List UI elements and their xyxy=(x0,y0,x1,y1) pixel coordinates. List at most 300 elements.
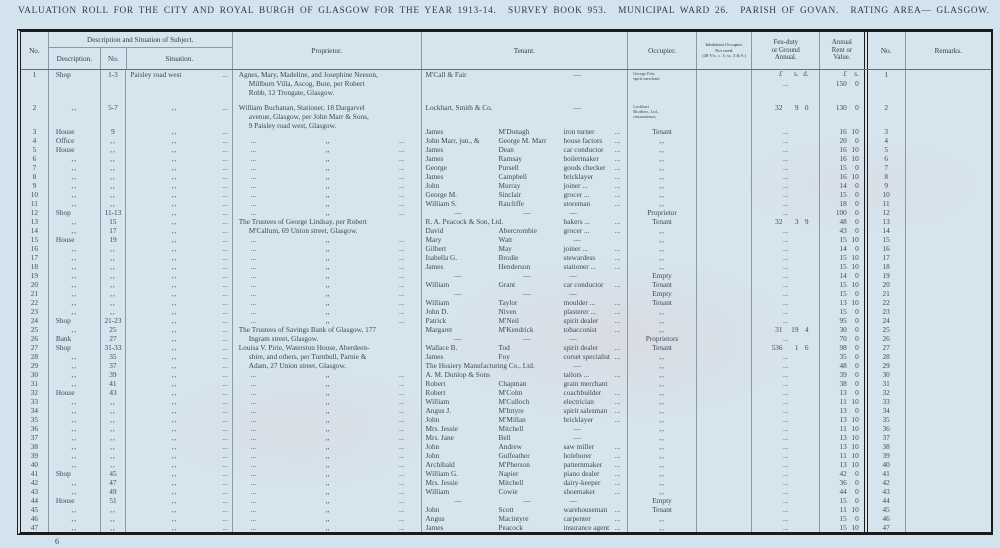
tenant-occupation xyxy=(564,136,628,145)
tenant-forename: Angus xyxy=(425,514,445,523)
description-cell: Office xyxy=(49,136,101,145)
proprietor-line: Adam, 27 Union street, Glasgow. xyxy=(248,361,347,370)
feu-dots: ... xyxy=(783,136,789,145)
inhabitant-occupier-cell xyxy=(697,343,753,352)
tenant-forename: William G. xyxy=(425,469,459,478)
feu-dots: ... xyxy=(783,244,789,253)
situation-dots: ... xyxy=(222,253,228,262)
situation-text: ,, xyxy=(171,325,178,334)
occupation-dots: ... xyxy=(614,325,621,334)
feu-pounds: 536 xyxy=(771,343,783,352)
proprietor-cell xyxy=(233,469,422,478)
feu-duty-cell xyxy=(752,370,820,379)
row-number-right-cell: 35 xyxy=(864,415,906,424)
tenant-forename: Patrick xyxy=(425,316,447,325)
rent-value xyxy=(820,181,864,190)
tenant-surname: Niven xyxy=(498,307,517,316)
rent-pounds: 15 xyxy=(839,280,847,289)
situation-text: ,, xyxy=(171,226,178,235)
rent-shillings: 0 xyxy=(855,388,859,397)
occupier-cell: ,, xyxy=(628,244,697,253)
situation-cell xyxy=(126,325,232,334)
situation-dots: ... xyxy=(222,406,228,415)
occupation-dots: ... xyxy=(614,181,621,190)
proprietor-ditto xyxy=(233,370,421,379)
occupier-cell: ,, xyxy=(628,433,697,442)
feu-duty-cell xyxy=(752,478,820,487)
proprietor-line: William Buchanan, Stationer, 18 Dargarvel xyxy=(238,103,365,112)
inhabitant-occupier-cell xyxy=(697,289,753,298)
dots: ... xyxy=(250,136,257,145)
description-cell: House xyxy=(49,388,101,397)
ditto-mark: ,, xyxy=(325,487,330,496)
tenant-occupation xyxy=(564,217,628,226)
situation-text: ,, xyxy=(171,289,178,298)
situation-text: ,, xyxy=(171,316,178,325)
row-number-cell: 46 xyxy=(21,514,49,523)
tenant-cell xyxy=(422,361,629,370)
table-row xyxy=(21,316,991,325)
feu-dots: ... xyxy=(783,316,789,325)
proprietor-cell xyxy=(233,433,422,442)
rent-value xyxy=(820,442,864,451)
proprietor-cell xyxy=(233,379,422,388)
description-cell: ,, xyxy=(49,460,101,469)
street-number-cell: ,, xyxy=(101,271,127,280)
situation-cell xyxy=(126,289,232,298)
situation-dots: ... xyxy=(222,379,228,388)
feu-dots: ... xyxy=(783,478,789,487)
ditto-mark: ,, xyxy=(325,433,330,442)
dots: ... xyxy=(399,388,405,397)
row-number-right-cell: 31 xyxy=(864,379,906,388)
row-number-cell: 19 xyxy=(21,271,49,280)
occupier-cell: ,, xyxy=(628,226,697,235)
dots: ... xyxy=(399,163,405,172)
occupation-text: corset specialist xyxy=(563,352,610,361)
dots: ... xyxy=(250,307,257,316)
feu-duty-cell xyxy=(752,181,820,190)
occupation-text: plasterer ... xyxy=(563,307,596,316)
situation-cell xyxy=(126,145,232,154)
description-cell: ,, xyxy=(49,217,101,226)
tenant-forename: Angus J. xyxy=(425,406,452,415)
proprietor-line: Millburn Villa, Ascog, Bute, per Robert xyxy=(248,79,365,88)
situation-text: ,, xyxy=(171,181,178,190)
row-number-cell: 14 xyxy=(21,226,49,235)
rent-value xyxy=(820,136,864,145)
remarks-cell xyxy=(906,103,991,127)
situation-text: ,, xyxy=(171,442,178,451)
feu-dots: ... xyxy=(783,79,789,88)
dots: ... xyxy=(399,460,405,469)
rent-value xyxy=(820,307,864,316)
tenant-surname: — xyxy=(523,496,531,505)
tenant-forename: — xyxy=(454,496,462,505)
tenant-occupation xyxy=(564,361,628,370)
row-number-right-cell: 19 xyxy=(864,271,906,280)
row-number-cell: 24 xyxy=(21,316,49,325)
row-number-right-cell: 7 xyxy=(864,163,906,172)
row-number-cell: 2 xyxy=(21,103,49,127)
rent-shillings: 10 xyxy=(851,253,859,262)
occupier-cell: Empty xyxy=(628,271,697,280)
street-number-cell: ,, xyxy=(101,307,127,316)
table-row xyxy=(21,307,991,316)
occupation-text: stewardess xyxy=(563,253,596,262)
occupation-text: electrician xyxy=(563,397,594,406)
tenant-surname: Mitchell xyxy=(498,478,524,487)
proprietor-ditto xyxy=(233,235,421,244)
ditto-mark: ,, xyxy=(325,370,330,379)
row-number-cell: 42 xyxy=(21,478,49,487)
feu-duty-cell xyxy=(752,343,820,352)
tenant-cell xyxy=(422,127,629,136)
feu-dots: ... xyxy=(783,451,789,460)
tenant-occupation xyxy=(564,307,628,316)
rent-pounds: 16 xyxy=(839,172,847,181)
occupation-text: tailors ... xyxy=(563,370,590,379)
occupation-text: tobacconist xyxy=(563,325,597,334)
proprietor-cell xyxy=(233,208,422,217)
situation-text: ,, xyxy=(171,388,178,397)
dots: ... xyxy=(250,145,257,154)
rent-shillings: 0 xyxy=(855,478,859,487)
table-row xyxy=(21,271,991,280)
occupier-cell: Tenant xyxy=(628,505,697,514)
header-no: No. xyxy=(21,32,49,69)
tenant-occupation xyxy=(564,406,628,415)
dots: ... xyxy=(250,235,257,244)
dots: ... xyxy=(399,496,405,505)
feu-dots: ... xyxy=(783,154,789,163)
tenant-forename: Robert xyxy=(425,379,446,388)
shillings-sign: s. xyxy=(793,70,799,78)
feu-duty-cell xyxy=(752,271,820,280)
inhabitant-occupier-cell xyxy=(697,334,753,343)
remarks-cell xyxy=(906,262,991,271)
table-row xyxy=(21,406,991,415)
row-number-cell: 3 xyxy=(21,127,49,136)
description-cell: Bank xyxy=(49,334,101,343)
rent-shillings: 0 xyxy=(855,289,859,298)
proprietor-ditto xyxy=(233,136,421,145)
inhabitant-occupier-cell xyxy=(697,352,753,361)
tenant-cell xyxy=(422,262,629,271)
situation-cell xyxy=(126,226,232,235)
annual-rent-cell xyxy=(820,352,864,361)
table-row xyxy=(21,361,991,370)
annual-rent-cell xyxy=(820,397,864,406)
rent-value xyxy=(820,487,864,496)
situation-cell xyxy=(126,163,232,172)
proprietor-cell xyxy=(233,145,422,154)
dots: ... xyxy=(399,415,405,424)
description-cell: ,, xyxy=(49,415,101,424)
remarks-cell xyxy=(906,190,991,199)
remarks-cell xyxy=(906,388,991,397)
occupation-text: — xyxy=(569,334,577,343)
situation-cell xyxy=(126,496,232,505)
proprietor-ditto xyxy=(233,433,421,442)
rent-pounds: 18 xyxy=(839,199,847,208)
rent-pounds: 11 xyxy=(839,451,847,460)
rent-value xyxy=(820,208,864,217)
situation-cell xyxy=(126,298,232,307)
tenant-surname: M'Kendrick xyxy=(498,325,534,334)
rent-shillings: 0 xyxy=(855,199,859,208)
situation-cell xyxy=(126,442,232,451)
header-situation: Situation. xyxy=(165,54,194,63)
rent-pounds: 14 xyxy=(839,244,847,253)
inhabitant-occupier-cell xyxy=(697,316,753,325)
remarks-cell xyxy=(906,298,991,307)
rent-value xyxy=(820,163,864,172)
ditto-mark: ,, xyxy=(325,460,330,469)
ditto-mark: ,, xyxy=(325,397,330,406)
tenant-surname: — xyxy=(523,289,531,298)
inhabitant-occupier-cell xyxy=(697,280,753,289)
description-cell: ,, xyxy=(49,451,101,460)
dots: ... xyxy=(399,136,405,145)
row-number-cell: 7 xyxy=(21,163,49,172)
situation-text: ,, xyxy=(171,379,178,388)
table-row xyxy=(21,523,991,532)
occupation-dots: ... xyxy=(614,199,621,208)
situation-dots: ... xyxy=(222,496,228,505)
rent-pounds: 48 xyxy=(839,217,847,226)
dots: ... xyxy=(250,514,257,523)
occupation-dots: ... xyxy=(614,442,621,451)
inhabitant-occupier-cell xyxy=(697,217,753,226)
tenant-cell xyxy=(422,388,629,397)
proprietor-cell xyxy=(233,289,422,298)
description-cell: ,, xyxy=(49,487,101,496)
tenant-surname: M'Donagh xyxy=(498,127,530,136)
header-occupier: Occupier. xyxy=(628,32,697,69)
street-number-cell: 45 xyxy=(101,469,127,478)
dots: ... xyxy=(250,397,257,406)
tenant-forename: William xyxy=(425,487,450,496)
proprietor-ditto xyxy=(233,379,421,388)
description-cell: Shop xyxy=(49,208,101,217)
proprietor-text xyxy=(239,103,419,130)
rent-pounds: 13 xyxy=(839,442,847,451)
ditto-mark: ,, xyxy=(325,496,330,505)
occupation-dots: ... xyxy=(614,298,621,307)
feu-dots: ... xyxy=(783,523,789,532)
annual-rent-cell xyxy=(820,262,864,271)
occupation-dots: ... xyxy=(614,307,621,316)
rent-shillings: 0 xyxy=(855,514,859,523)
feu-value xyxy=(752,103,819,112)
occupation-text: — xyxy=(569,289,577,298)
occupation-text: — xyxy=(573,424,581,433)
tenant-surname: — xyxy=(523,208,531,217)
proprietor-cell xyxy=(233,103,422,130)
rent-value xyxy=(820,523,864,532)
feu-duty-cell xyxy=(752,469,820,478)
street-number-cell: 21-23 xyxy=(101,316,127,325)
proprietor-cell xyxy=(233,442,422,451)
tenant-occupation xyxy=(564,478,628,487)
annual-rent-cell xyxy=(820,298,864,307)
dots: ... xyxy=(399,262,405,271)
table-row xyxy=(21,370,991,379)
description-cell: House xyxy=(49,127,101,136)
occupation-text: spirit dealer xyxy=(563,316,599,325)
occupier-cell: ,, xyxy=(628,442,697,451)
row-number-right-cell: 47 xyxy=(864,523,906,532)
situation-cell xyxy=(126,406,232,415)
inhabitant-occupier-cell xyxy=(697,523,753,532)
occupier-cell: Tenant xyxy=(628,127,697,136)
feu-duty-cell xyxy=(752,289,820,298)
tenant-forename: James xyxy=(425,523,444,532)
remarks-cell xyxy=(906,397,991,406)
proprietor-ditto xyxy=(233,388,421,397)
table-row xyxy=(21,298,991,307)
tenant-forename: James xyxy=(425,154,444,163)
description-cell: ,, xyxy=(49,478,101,487)
situation-cell xyxy=(126,217,232,226)
situation-dots: ... xyxy=(222,361,228,370)
street-number-cell: ,, xyxy=(101,145,127,154)
occupier-line: Brothers, Ltd., xyxy=(633,109,659,114)
tenant-surname: M'Neil xyxy=(498,316,519,325)
street-number-cell: ,, xyxy=(101,523,127,532)
occupation-dots: ... xyxy=(614,154,621,163)
tenant-forename: John xyxy=(425,442,440,451)
situation-text: ,, xyxy=(171,478,178,487)
occupation-text: shoemaker xyxy=(563,487,596,496)
tenant-occupation xyxy=(564,415,628,424)
occupier-cell: ,, xyxy=(628,523,697,532)
tenant-occupation xyxy=(560,334,628,343)
tenant-cell xyxy=(422,163,629,172)
remarks-cell xyxy=(906,181,991,190)
annual-rent-cell xyxy=(820,343,864,352)
description-cell: ,, xyxy=(49,172,101,181)
situation-cell xyxy=(126,70,232,103)
situation-cell xyxy=(126,190,232,199)
feu-value xyxy=(752,325,819,334)
situation-cell xyxy=(126,136,232,145)
header-description-group xyxy=(49,32,233,69)
row-number-right-cell: 5 xyxy=(864,145,906,154)
occupier-line: Lockhart xyxy=(633,104,650,109)
inhabitant-occupier-cell xyxy=(697,307,753,316)
tenant-occupation xyxy=(560,208,628,217)
dots: ... xyxy=(399,370,405,379)
situation-dots: ... xyxy=(222,523,228,532)
tenant-forename: John xyxy=(425,415,440,424)
inhabitant-occupier-cell xyxy=(697,208,753,217)
inhabitant-occupier-cell xyxy=(697,262,753,271)
situation-cell xyxy=(126,154,232,163)
situation-dots: ... xyxy=(222,334,228,343)
occupier-cell: Tenant xyxy=(628,343,697,352)
rent-value xyxy=(820,79,864,88)
tenant-occupation xyxy=(564,190,628,199)
occupier-cell: ,, xyxy=(628,514,697,523)
dots: ... xyxy=(399,298,405,307)
street-number-cell: 43 xyxy=(101,388,127,397)
ditto-mark: ,, xyxy=(325,478,330,487)
row-number-cell: 39 xyxy=(21,451,49,460)
tenant-cell xyxy=(422,253,629,262)
street-number-cell: ,, xyxy=(101,136,127,145)
description-cell: ,, xyxy=(49,280,101,289)
situation-dots: ... xyxy=(222,217,228,226)
situation-dots: ... xyxy=(222,415,228,424)
rent-value xyxy=(820,262,864,271)
rent-pounds: 14 xyxy=(839,271,847,280)
proprietor-ditto xyxy=(233,307,421,316)
occupation-text: moulder ... xyxy=(563,298,596,307)
annual-rent-cell xyxy=(820,469,864,478)
tenant-occupation xyxy=(564,253,628,262)
proprietor-ditto xyxy=(233,487,421,496)
occupier-cell: ,, xyxy=(628,307,697,316)
remarks-cell xyxy=(906,325,991,334)
occupation-text: boilermaker xyxy=(563,154,599,163)
situation-cell xyxy=(126,316,232,325)
rent-pounds: 15 xyxy=(839,307,847,316)
table-row xyxy=(21,415,991,424)
situation-dots: ... xyxy=(222,343,228,352)
ditto-mark: ,, xyxy=(325,163,330,172)
situation-cell xyxy=(126,181,232,190)
tenant-cell xyxy=(422,307,629,316)
proprietor-line: Ingram street, Glasgow. xyxy=(248,334,319,343)
table-row xyxy=(21,514,991,523)
proprietor-ditto xyxy=(233,523,421,532)
dots: ... xyxy=(250,163,257,172)
table-row xyxy=(21,397,991,406)
table-row xyxy=(21,505,991,514)
tenant-cell xyxy=(422,379,629,388)
rent-pounds: 11 xyxy=(839,397,847,406)
feu-pounds: 32 xyxy=(775,217,783,226)
dots: ... xyxy=(399,379,405,388)
proprietor-ditto xyxy=(233,199,421,208)
situation-cell xyxy=(126,523,232,532)
tenant-occupation xyxy=(564,424,628,433)
tenant-forename: William xyxy=(425,280,450,289)
feu-duty-cell xyxy=(752,145,820,154)
situation-text: ,, xyxy=(171,487,178,496)
tenant-forename: Gilbert xyxy=(425,244,447,253)
situation-dots: ... xyxy=(222,514,228,523)
dots: ... xyxy=(399,181,405,190)
tenant-surname: May xyxy=(498,244,512,253)
row-number-cell: 38 xyxy=(21,442,49,451)
feu-dots: ... xyxy=(783,145,789,154)
table-row xyxy=(21,244,991,253)
inhabitant-occupier-cell xyxy=(697,370,753,379)
feu-dots: ... xyxy=(783,370,789,379)
street-number-cell: 11-13 xyxy=(101,208,127,217)
description-cell: ,, xyxy=(49,253,101,262)
tenant-forename: John xyxy=(425,451,440,460)
tenant-cell xyxy=(422,451,629,460)
annual-rent-cell xyxy=(820,451,864,460)
row-number-right-cell: 30 xyxy=(864,370,906,379)
occupier-cell: ,, xyxy=(628,181,697,190)
remarks-cell xyxy=(906,235,991,244)
occupation-text: — xyxy=(569,208,577,217)
